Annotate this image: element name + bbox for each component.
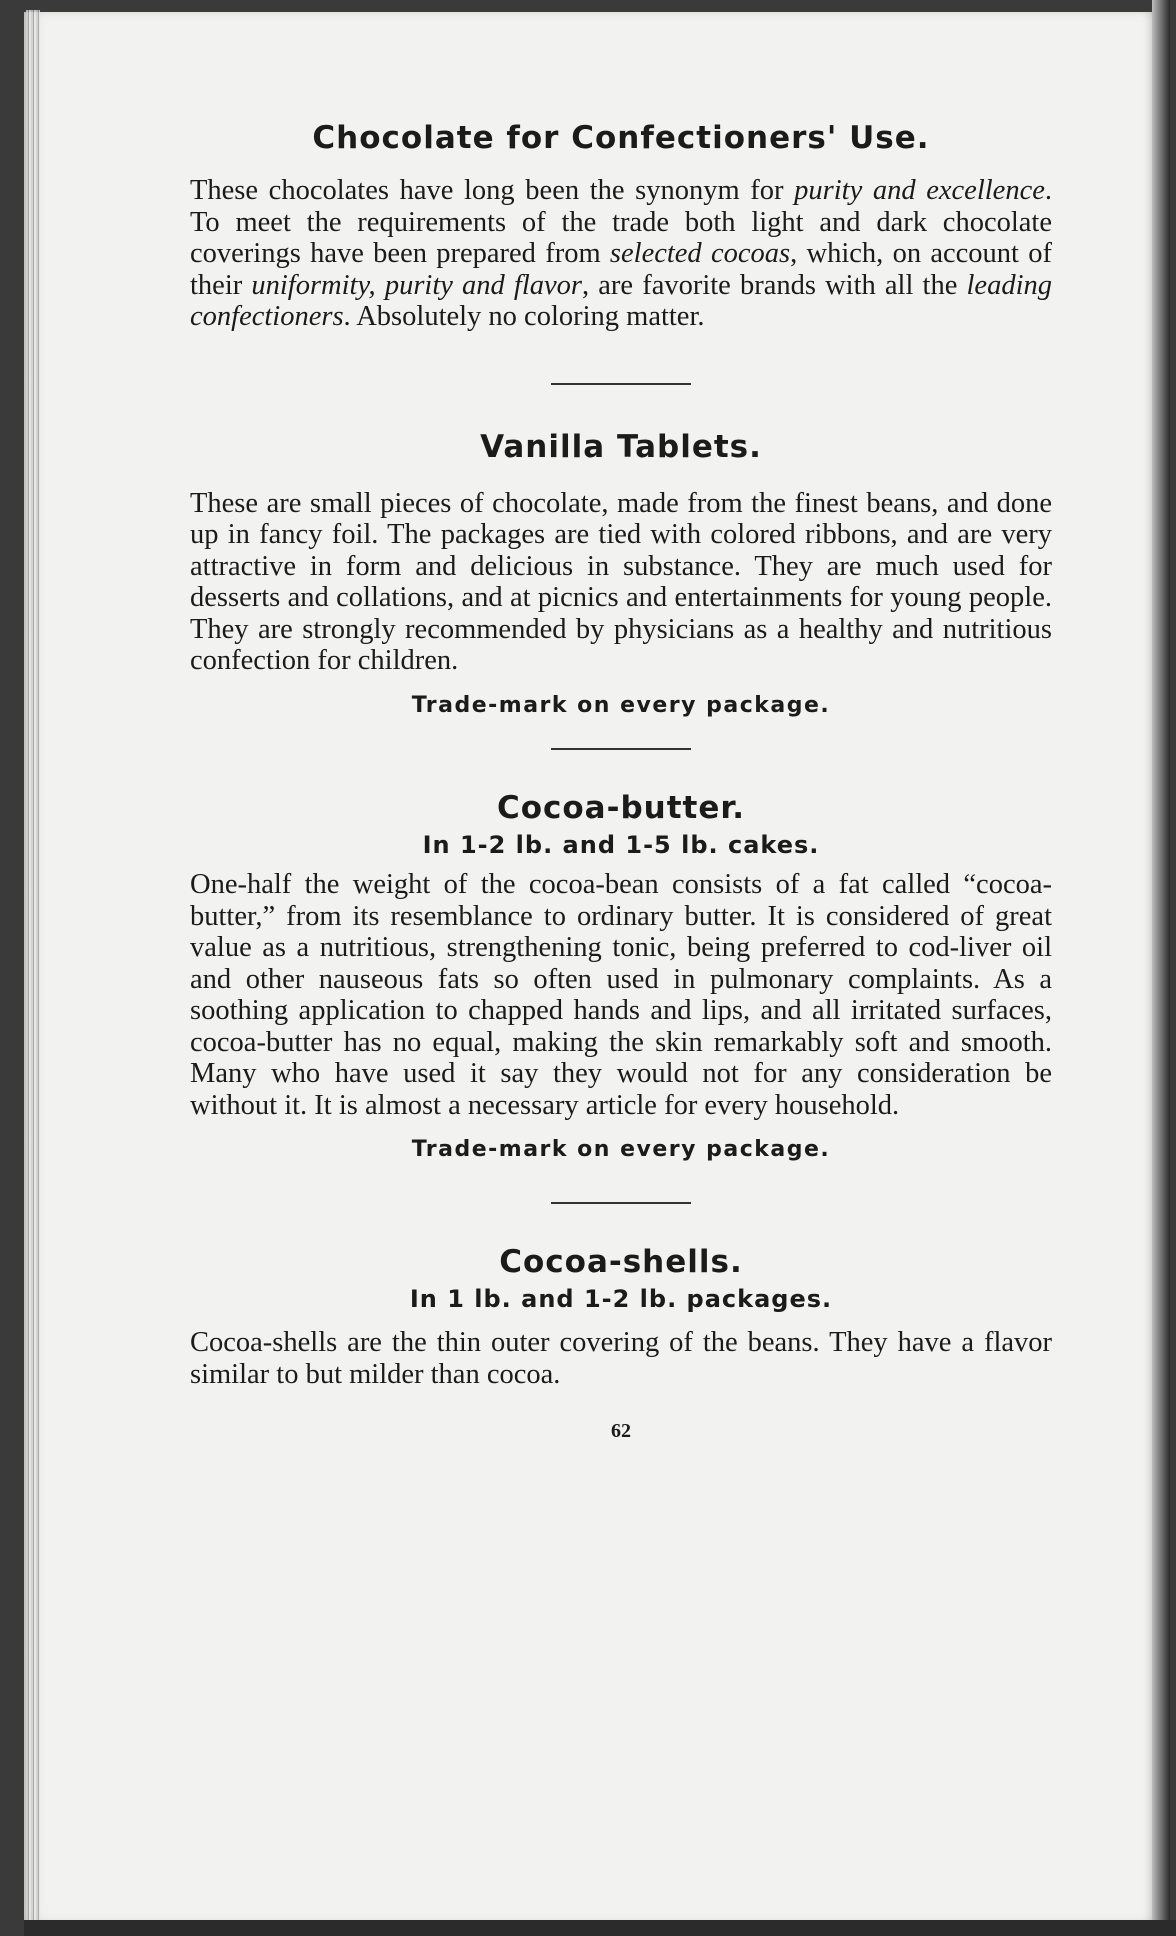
page-content [190,120,1052,1443]
section-body: One-half the weight of the cocoa-bean consists of a fat called “cocoa-butter,” from its resemblance to ordinary butter. It is considered of great value as a nutritious, strengthening tonic, being preferred to cod-liver oil and other nauseous fats so often used in pulmonary complaints. As a soothing application to chapped hands and lips, and all irritated surfaces, cocoa-butter has no equal, making the skin remarkably soft and smooth. Many who have used it say they would not for any consideration be without it. It is almost a necessary article for every household. [190,869,1052,1121]
section-divider [551,1202,691,1204]
section-body: Cocoa-shells are the thin outer covering of the beans. They have a flavor similar to but milder than cocoa. [190,1327,1052,1390]
section-title: Chocolate for Confectioners' Use. [312,120,930,156]
section-title: Cocoa-butter. [496,789,746,826]
trademark-note: Trade-mark on every package. [411,1137,831,1163]
section-body: These chocolates have long been the synonym for purity and excellence. To meet the requirements of the trade both light and dark chocolate coverings have been prepared from selected cocoas, which, on account of their uniformity, purity and flavor, are favorite brands with all the leading confectioners. Absolutely no coloring matter. [190,175,1052,333]
page-number: 62 [611,1420,631,1443]
section-divider [551,383,691,385]
section-confectioners-chocolate [190,120,1052,333]
emphasis: selected cocoas [609,238,791,270]
emphasis: uniformity, purity and flavor [251,269,583,301]
section-cocoa-shells [190,1244,1052,1390]
section-subtitle: In 1 lb. and 1-2 lb. packages. [409,1285,833,1314]
section-subtitle: In 1-2 lb. and 1-5 lb. cakes. [422,831,820,860]
trademark-note: Trade-mark on every package. [411,692,831,718]
section-title: Cocoa-shells. [499,1244,743,1281]
section-vanilla-tablets [190,429,1052,718]
page-right-edge [1152,0,1170,1936]
page-edge-stack [26,10,40,1922]
page-bottom-edge [24,1920,1176,1936]
section-cocoa-butter [190,790,1052,1162]
emphasis: leading confectioners [190,269,1052,333]
section-body: These are small pieces of chocolate, made from the finest beans, and done up in fancy foil. The packages are tied with colored ribbons, and are very attractive in form and delicious in substance. They are much used for desserts and collations, and at picnics and entertainments for young people. They are strongly recommended by physicians as a healthy and nutritious confection for children. [190,487,1052,677]
section-divider [551,748,691,750]
section-title: Vanilla Tablets. [480,428,762,465]
emphasis: purity and excellence [794,175,1045,207]
